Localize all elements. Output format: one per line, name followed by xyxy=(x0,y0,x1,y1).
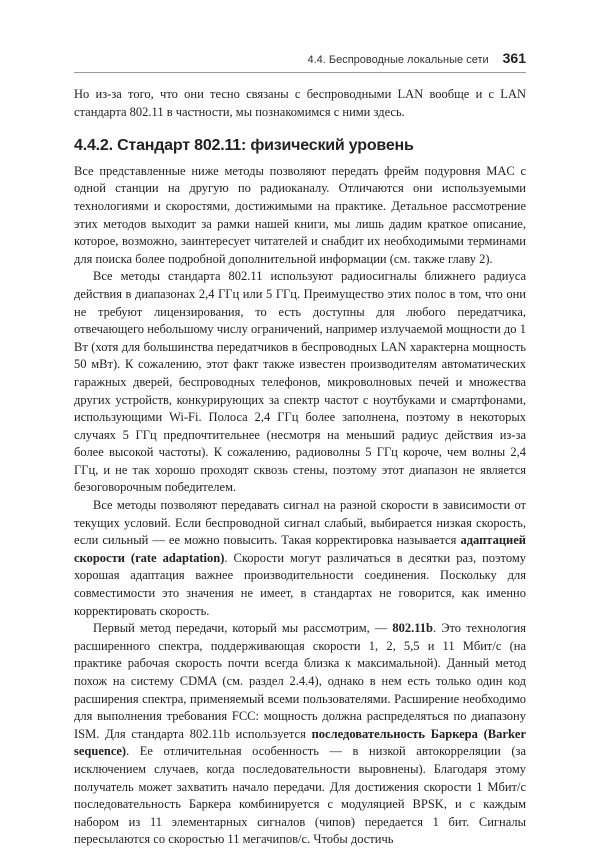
paragraph-4-text-b: . Это технология расширенного спектра, поддерживающая скорости 1, 2, 5,5 и 11 Мбит/с (на практике рабочая скорость почти всегда близка к максимальной). Данный метод похож на систему CDMA (см. раздел 2.4.4), однако в нем есть только один код расширения спектра, применяемый всеми пользователями. Расширение необходимо для выполнения требования FCC: мощность должна распределяться по диапазону ISM. Для стандарта 802.11b используется xyxy=(74,621,526,741)
term-rate-adaptation: адаптацией скорости (rate adaptation) xyxy=(74,533,526,565)
intro-paragraph: Но из-за того, что они тесно связаны с беспроводными LAN вообще и с LAN стандарта 802.11 в частности, мы познакомимся с ними здесь. xyxy=(74,87,526,119)
page-number: 361 xyxy=(502,50,526,66)
section-heading: 4.4.2. Стандарт 802.11: физический уровень xyxy=(74,137,414,155)
paragraph-1: Все представленные ниже методы позволяют передать фрейм подуровня MAC с одной станции на другую по радиоканалу. Отличаются они используемыми технологиями и скоростями, достижимыми на практике. Детальное рассмотрение этих методов выходит за рамки нашей книги, мы лишь дадим краткое описание, которое, возможно, заинтересует читателей и снабдит их необходимыми терминами для поиска более подробной дополнительной информации (см. также главу 2). xyxy=(74,163,526,266)
paragraph-4-text-a: Первый метод передачи, который мы рассмотрим, — xyxy=(93,621,393,636)
running-head xyxy=(307,50,526,66)
paragraph-2: Все методы стандарта 802.11 используют радиосигналы ближнего радиуса действия в диапазонах 2,4 ГГц или 5 ГГц. Преимущество этих полос в том, что они не требуют лицензирования, то есть доступны для любого передатчика, отвечающего небольшому числу ограничений, например излучаемой мощности до 1 Вт (хотя для большинства передатчиков в беспроводных LAN характерна мощность 50 мВт). К сожалению, этот факт также известен производителям автоматических гаражных дверей, беспроводных телефонов, микроволновых печей и множества других устройств, конкурирующих за спектр частот с ноутбуками и смартфонами, использующими Wi-Fi. Полоса 2,4 ГГц более заполнена, поэтому в некоторых случаях 5 ГГц предпочтительнее (несмотря на меньший радиус действия из-за более высокой частоты). К сожалению, радиоволны 5 ГГц короче, чем волны 2,4 ГГц, и не так хорошо проходят сквозь стены, поэтому этот диапазон не является безоговорочным победителем. xyxy=(74,269,526,495)
term-80211b: 802.11b xyxy=(392,621,434,636)
page-body xyxy=(74,86,526,849)
paragraph-3-text-a: Все методы позволяют передавать сигнал на разной скорости в зависимости от текущих условий. Если беспроводной сигнал слабый, выбирается низкая скорость, если сильный — ее можно повысить. Такая корректировка называется xyxy=(74,498,526,548)
paragraph-3-text-b: . Скорости могут различаться в десятки раз, поэтому хорошая адаптация важнее производительности соединения. Поскольку для совместимости это значения не имеет, в стандартах не говорится, как именно корректировать скорость. xyxy=(74,550,526,618)
paragraph-4-text-c: . Ее отличительная особенность — в низкой автокорреляции (за исключением случаев, когда последовательности выровнены). Благодаря этому получатель может захватить начало передачи. Для достижения скорости 1 Мбит/с последовательность Баркера комбинируется с модуляцией BPSK, и с каждым набором из 11 элементарных сигналов (чипов) передается 1 бит. Сигналы пересылаются со скоростью 11 мегачипов/с. Чтобы достичь xyxy=(74,744,526,847)
paragraph-4 xyxy=(74,620,526,849)
term-barker-sequence: последовательность Баркера (Barker sequence) xyxy=(74,726,526,759)
running-head-title: 4.4. Беспроводные локальные сети xyxy=(307,54,489,66)
paragraph-3 xyxy=(74,497,526,620)
header-rule xyxy=(74,72,526,73)
